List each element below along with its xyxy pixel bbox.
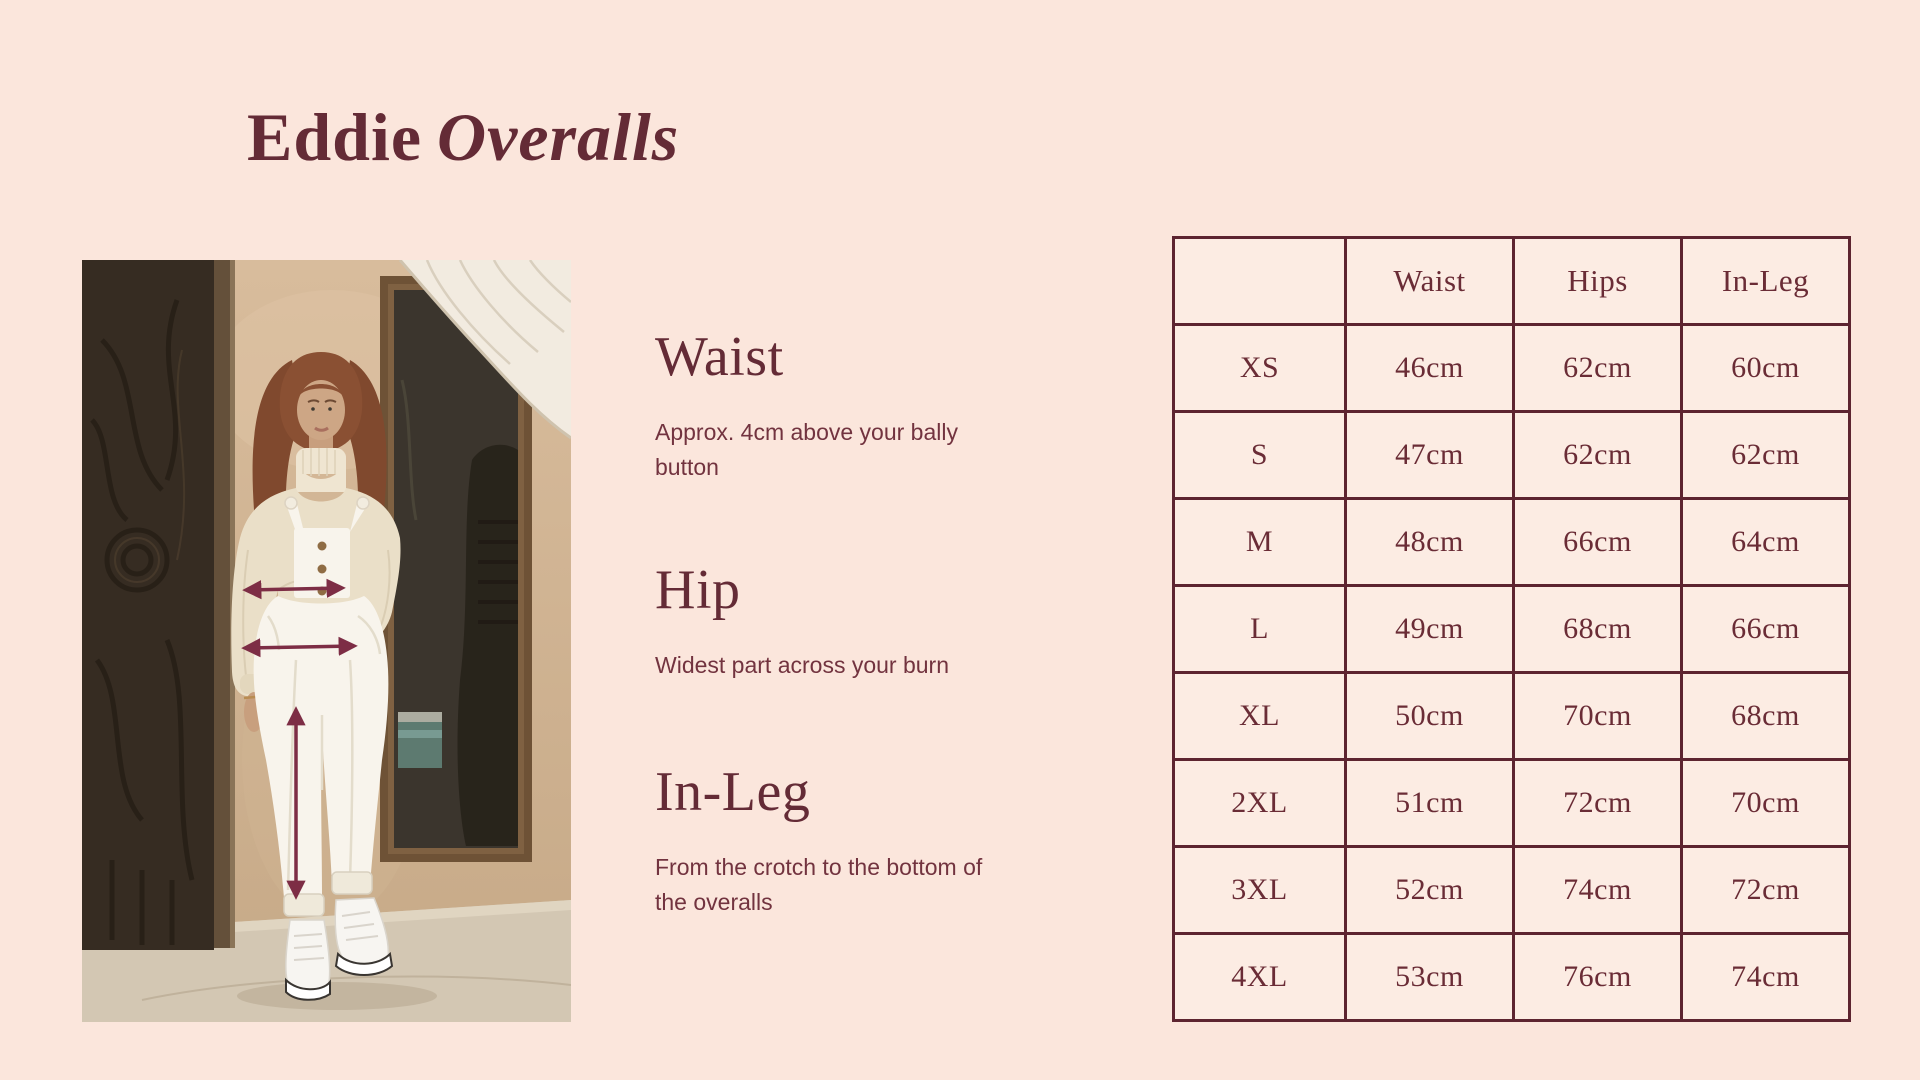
waist-cell: 47cm <box>1346 412 1514 499</box>
section-waist <box>655 325 1075 484</box>
inleg-cell: 74cm <box>1682 934 1850 1021</box>
overalls-photo-illustration <box>82 260 571 1022</box>
size-cell: S <box>1174 412 1346 499</box>
inleg-cell: 60cm <box>1682 325 1850 412</box>
waist-cell: 48cm <box>1346 499 1514 586</box>
table-header-hips: Hips <box>1514 238 1682 325</box>
page-title <box>247 98 679 177</box>
hips-cell: 62cm <box>1514 412 1682 499</box>
inleg-description: From the crotch to the bottom of the overalls <box>655 854 983 915</box>
waist-cell: 51cm <box>1346 760 1514 847</box>
hip-arrow-icon <box>245 646 354 648</box>
size-cell: XS <box>1174 325 1346 412</box>
hips-cell: 76cm <box>1514 934 1682 1021</box>
inleg-cell: 68cm <box>1682 673 1850 760</box>
table-row <box>1174 673 1850 760</box>
waist-cell: 49cm <box>1346 586 1514 673</box>
hips-cell: 74cm <box>1514 847 1682 934</box>
hips-cell: 72cm <box>1514 760 1682 847</box>
inleg-cell: 64cm <box>1682 499 1850 586</box>
inleg-cell: 66cm <box>1682 586 1850 673</box>
table-row <box>1174 412 1850 499</box>
waist-cell: 53cm <box>1346 934 1514 1021</box>
page-title-italic: Overalls <box>437 99 680 175</box>
size-cell: L <box>1174 586 1346 673</box>
table-row <box>1174 934 1850 1021</box>
product-photo <box>82 260 571 1022</box>
table-row <box>1174 586 1850 673</box>
waist-cell: 50cm <box>1346 673 1514 760</box>
table-header-row <box>1174 238 1850 325</box>
size-cell: M <box>1174 499 1346 586</box>
carved-door <box>82 260 235 950</box>
section-hip <box>655 558 1075 683</box>
waist-description: Approx. 4cm above your bally button <box>655 419 958 480</box>
size-cell: 2XL <box>1174 760 1346 847</box>
inleg-cell: 62cm <box>1682 412 1850 499</box>
size-cell: XL <box>1174 673 1346 760</box>
hip-heading: Hip <box>655 559 741 621</box>
hips-cell: 68cm <box>1514 586 1682 673</box>
hips-cell: 66cm <box>1514 499 1682 586</box>
waist-arrow-icon <box>246 588 342 590</box>
size-cell: 4XL <box>1174 934 1346 1021</box>
size-cell: 3XL <box>1174 847 1346 934</box>
waist-cell: 46cm <box>1346 325 1514 412</box>
pant-cuff <box>332 872 372 894</box>
table-row <box>1174 760 1850 847</box>
table-header-inleg: In-Leg <box>1682 238 1850 325</box>
pant-cuff <box>284 894 324 916</box>
hips-cell: 70cm <box>1514 673 1682 760</box>
inleg-heading: In-Leg <box>655 761 811 823</box>
section-inleg <box>655 760 1075 919</box>
page-title-regular: Eddie <box>247 99 423 175</box>
size-chart <box>1172 236 1851 1022</box>
table-row <box>1174 325 1850 412</box>
table-header-waist: Waist <box>1346 238 1514 325</box>
size-chart-table <box>1172 236 1851 1022</box>
hips-cell: 62cm <box>1514 325 1682 412</box>
table-row <box>1174 499 1850 586</box>
hip-description: Widest part across your burn <box>655 652 950 679</box>
waist-heading: Waist <box>655 326 784 388</box>
table-header-empty <box>1174 238 1346 325</box>
waist-cell: 52cm <box>1346 847 1514 934</box>
table-row <box>1174 847 1850 934</box>
inleg-cell: 72cm <box>1682 847 1850 934</box>
inleg-cell: 70cm <box>1682 760 1850 847</box>
